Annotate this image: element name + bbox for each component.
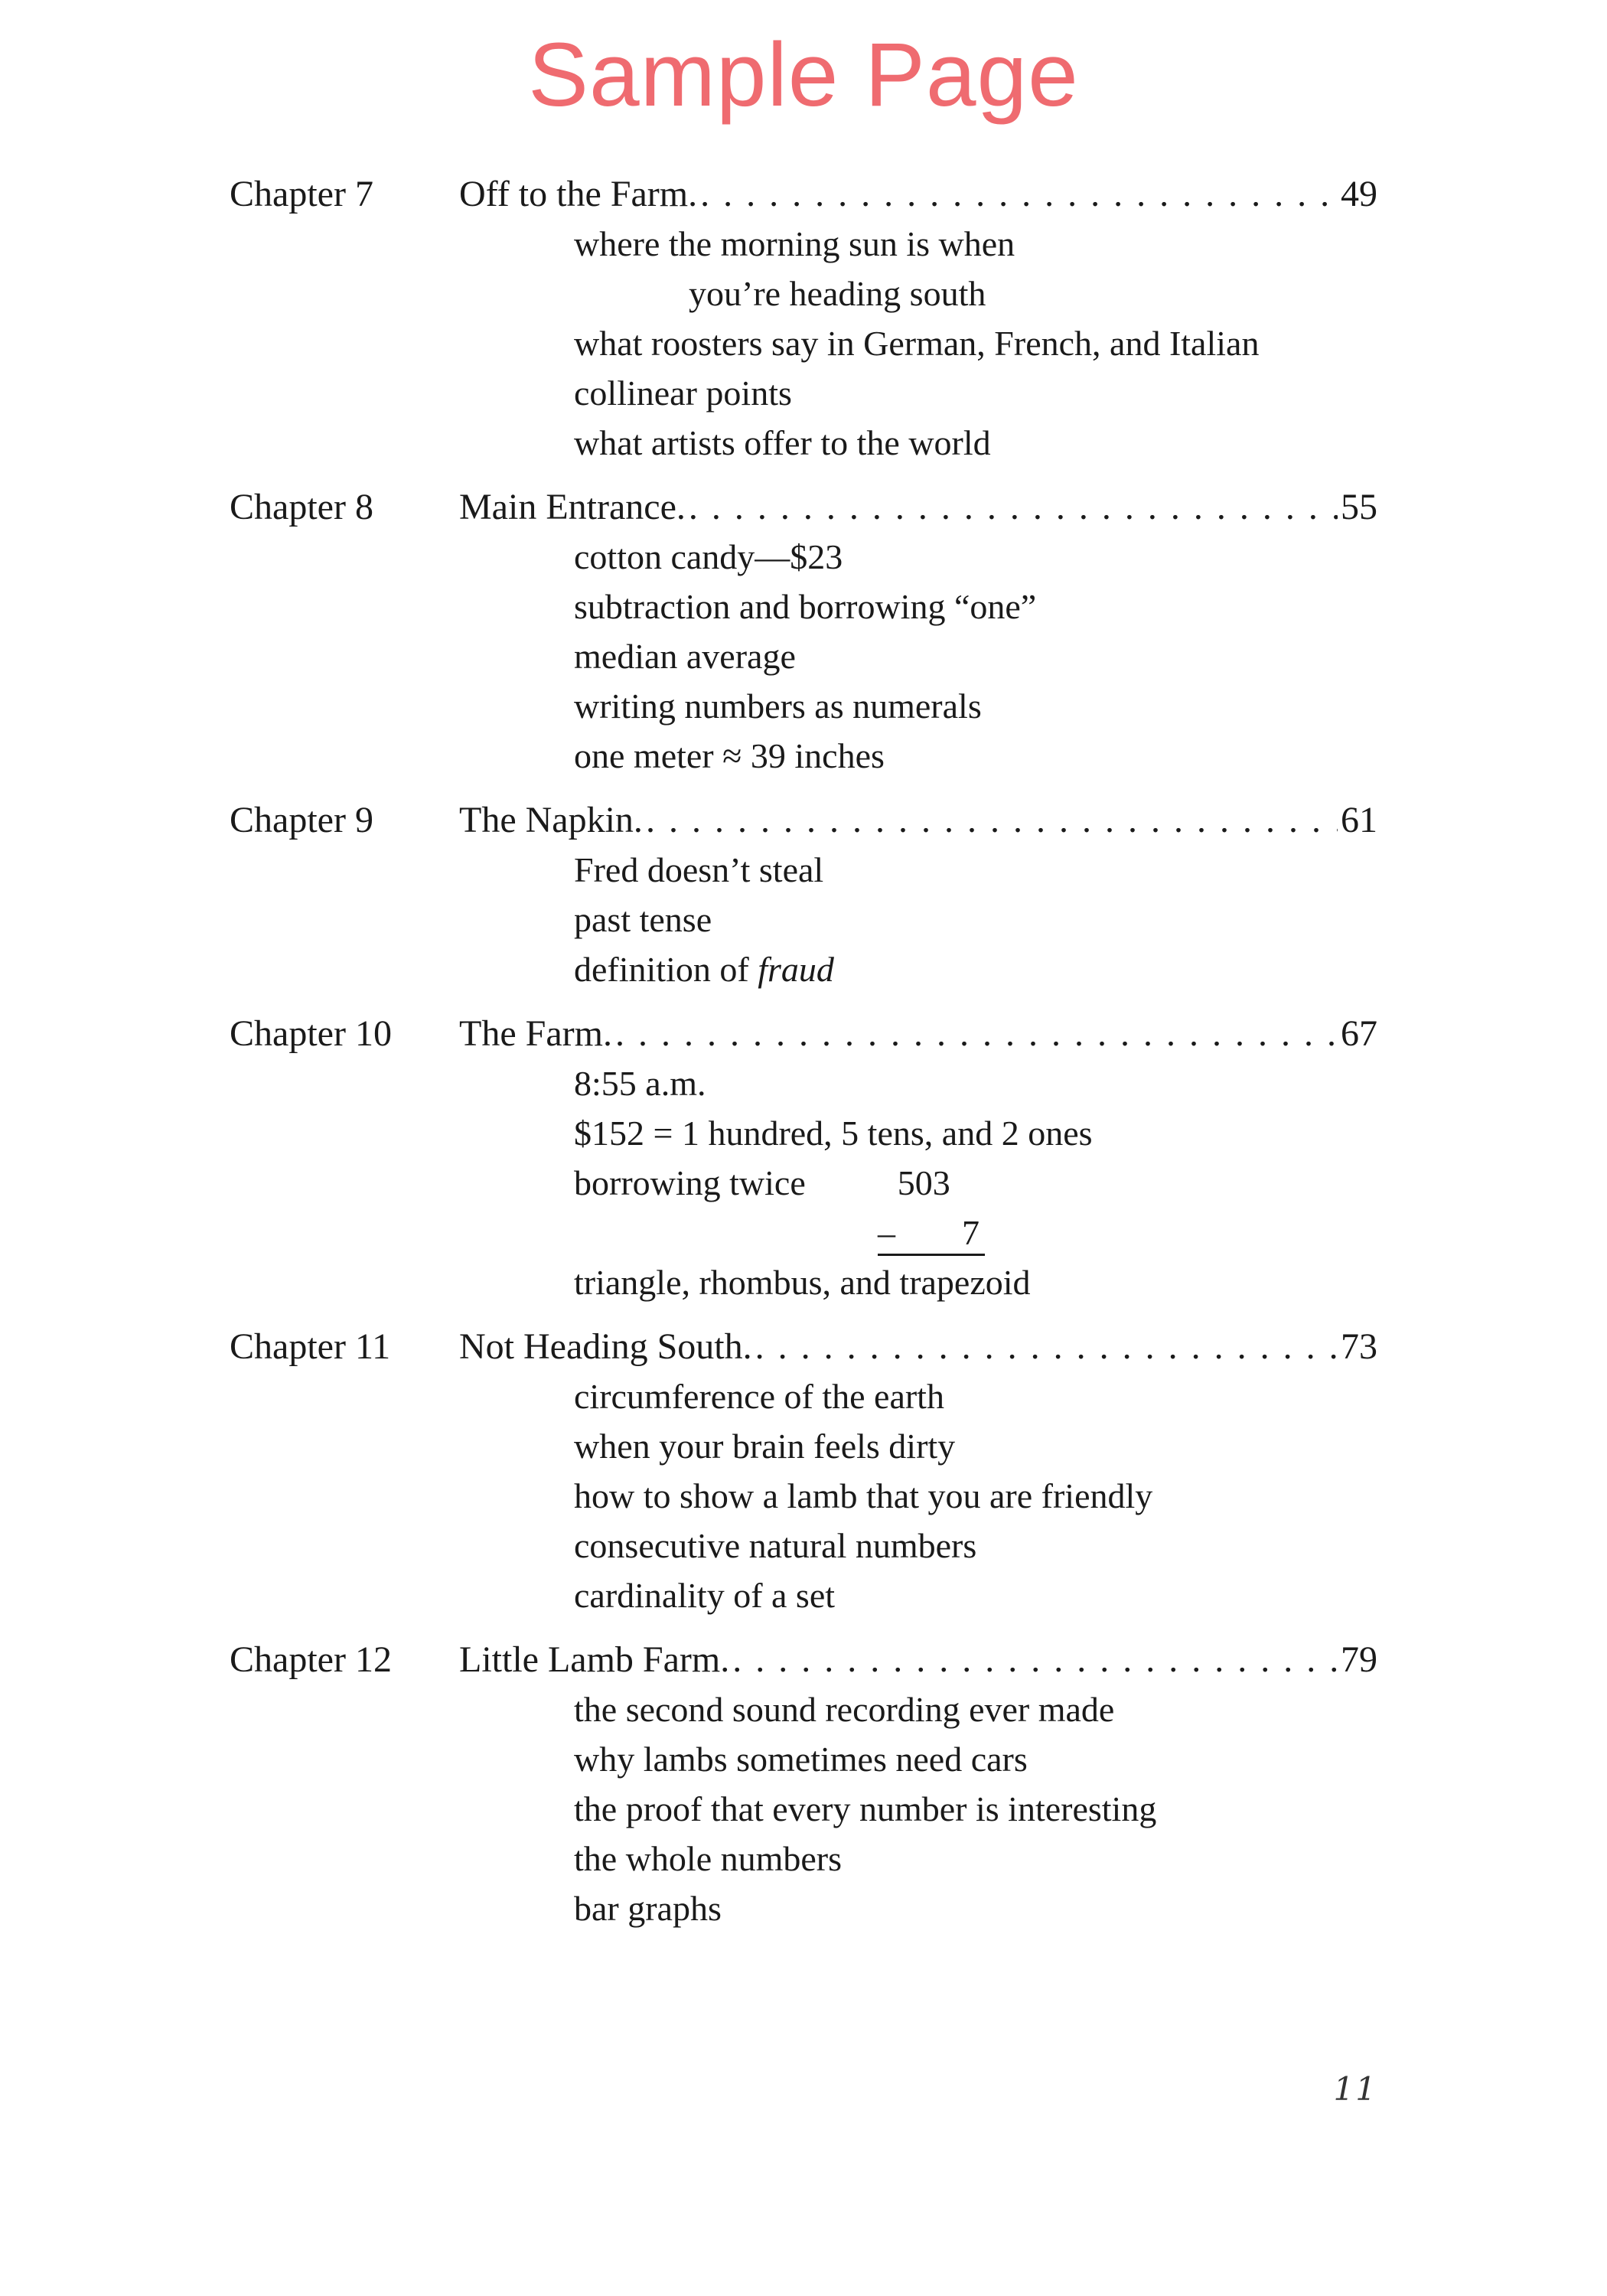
topic-item: $152 = 1 hundred, 5 tens, and 2 ones: [574, 1114, 1093, 1153]
topic-item: one meter ≈ 39 inches: [574, 736, 885, 775]
chapter-heading[interactable]: [230, 796, 1377, 845]
toc-chapter-10: [230, 1009, 1377, 1307]
topic-item: subtraction and borrowing “one”: [574, 587, 1037, 626]
chapter-page-number: 55: [1341, 487, 1377, 527]
topic-item: why lambs sometimes need cars: [574, 1740, 1028, 1779]
topic-item: bar graphs: [574, 1889, 722, 1928]
chapter-page-number: 73: [1341, 1326, 1377, 1367]
chapter-title: Not Heading South.: [459, 1326, 752, 1367]
chapter-title: The Napkin.: [459, 800, 643, 840]
topic-item: cotton candy—$23: [574, 537, 843, 576]
chapter-heading[interactable]: [230, 1009, 1377, 1058]
toc-chapter-11: [230, 1322, 1377, 1620]
chapter-leader-line: [459, 796, 1377, 845]
topic-item: how to show a lamb that you are friendly: [574, 1476, 1153, 1515]
chapter-title: Off to the Farm.: [459, 174, 698, 214]
chapter-number: Chapter 10: [230, 1013, 392, 1054]
chapter-number: Chapter 9: [230, 800, 373, 840]
borrowing-label: borrowing twice: [574, 1163, 806, 1202]
chapter-leader-line: [459, 170, 1377, 219]
topic-item: what roosters say in German, French, and Italian: [574, 324, 1260, 363]
chapter-number: Chapter 12: [230, 1639, 392, 1680]
chapter-topics: [230, 1371, 1377, 1620]
topic-item-continuation: you’re heading south: [689, 274, 986, 313]
chapter-page-number: 61: [1341, 800, 1377, 840]
chapter-leader-line: [459, 1322, 1377, 1371]
dot-leader: [689, 483, 1338, 532]
subtraction-subtrahend: 7: [962, 1213, 980, 1252]
chapter-number: Chapter 11: [230, 1326, 391, 1367]
table-of-contents: [230, 170, 1377, 1949]
topic-item: consecutive natural numbers: [574, 1526, 977, 1565]
topic-item: the proof that every number is interesting: [574, 1789, 1157, 1828]
topic-item: Fred doesn’t steal: [574, 850, 824, 889]
topic-item: triangle, rhombus, and trapezoid: [574, 1263, 1031, 1302]
topic-item: circumference of the earth: [574, 1377, 944, 1416]
dot-leader: [615, 1009, 1338, 1058]
subtraction-operator: –: [878, 1213, 895, 1252]
topic-definition-term: fraud: [758, 950, 834, 989]
chapter-topics: [230, 845, 1377, 994]
chapter-heading[interactable]: [230, 1322, 1377, 1371]
chapter-title: Little Lamb Farm.: [459, 1639, 730, 1680]
topic-item: when your brain feels dirty: [574, 1427, 956, 1466]
chapter-heading[interactable]: [230, 483, 1377, 532]
chapter-topics: [230, 532, 1377, 781]
topic-item: what artists offer to the world: [574, 423, 991, 462]
chapter-topics: [230, 1684, 1377, 1933]
dot-leader: [700, 170, 1338, 219]
sample-page-watermark: Sample Page: [528, 24, 1079, 126]
chapter-leader-line: [459, 1009, 1377, 1058]
chapter-page-number: 49: [1341, 174, 1377, 214]
toc-chapter-12: [230, 1636, 1377, 1933]
topic-item: the second sound recording ever made: [574, 1690, 1115, 1729]
topic-item: writing numbers as numerals: [574, 687, 982, 726]
toc-chapter-7: [230, 170, 1377, 468]
topic-item: where the morning sun is when: [574, 224, 1015, 263]
topic-item-definition: [230, 944, 1377, 994]
chapter-leader-line: [459, 1636, 1377, 1684]
subtraction-minuend: 503: [897, 1163, 950, 1202]
chapter-leader-line: [459, 483, 1377, 532]
dot-leader: [732, 1636, 1338, 1684]
topic-item: cardinality of a set: [574, 1576, 836, 1615]
chapter-topics: [230, 219, 1377, 468]
topic-item: the whole numbers: [574, 1839, 843, 1878]
topic-item: collinear points: [574, 373, 792, 413]
topic-item: past tense: [574, 900, 712, 939]
chapter-heading[interactable]: [230, 170, 1377, 219]
toc-chapter-8: [230, 483, 1377, 781]
chapter-heading[interactable]: [230, 1636, 1377, 1684]
topic-item-borrowing: [230, 1158, 1377, 1208]
chapter-title: The Farm.: [459, 1013, 612, 1054]
dot-leader: [755, 1322, 1338, 1371]
topic-item: 8:55 a.m.: [574, 1064, 706, 1103]
dot-leader: [646, 796, 1338, 845]
chapter-page-number: 79: [1341, 1639, 1377, 1680]
chapter-number: Chapter 7: [230, 174, 373, 214]
chapter-number: Chapter 8: [230, 487, 373, 527]
toc-chapter-9: [230, 796, 1377, 994]
topic-definition-prefix: definition of: [574, 950, 758, 989]
chapter-topics: [230, 1058, 1377, 1307]
chapter-title: Main Entrance.: [459, 487, 686, 527]
page-number-folio: 11: [1333, 2070, 1377, 2108]
subtraction-rule: [878, 1254, 985, 1256]
chapter-page-number: 67: [1341, 1013, 1377, 1054]
subtraction-problem-row: [230, 1208, 1377, 1257]
topic-item: median average: [574, 637, 796, 676]
